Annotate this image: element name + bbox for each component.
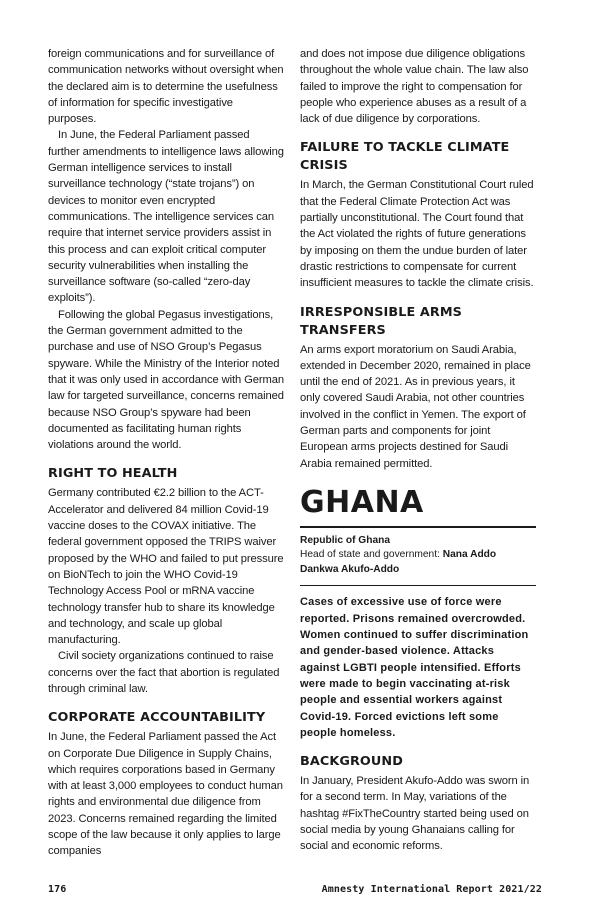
section-heading-arms-transfers: IRRESPONSIBLE ARMS TRANSFERS bbox=[300, 304, 462, 338]
country-official-name: Republic of Ghana bbox=[300, 534, 390, 546]
paragraph: An arms export moratorium on Saudi Arabia, extended in December 2020, remained in place until the end of 2021. As in previous years, it only covered Saudi Arabia, not other countries involved in the conflict in Yemen. The export of German parts and components for joint European arms projects destined for Saudi Arabia remained permitted. bbox=[300, 343, 531, 470]
country-title: GHANA bbox=[300, 484, 424, 520]
paragraph: In June, the Federal Parliament passed the Act on Corporate Due Diligence in Supply Chains, which requires corporations based in Germany with at least 3,000 employees to conduct human rights and environmental due diligence from 2023. Concerns remained regarding the limited scope of the law because it only applies to large companies bbox=[48, 731, 283, 858]
paragraph: In June, the Federal Parliament passed further amendments to intelligence laws allowing German intelligence services to install surveillance technology (“state trojans”) on devices to monitor even encrypted communications. The intelligence services can require that internet service providers assist in this process and can exploit critical computer security vulnerabilities when installing the surveillance software (so-called “zero-day exploits”). bbox=[48, 129, 284, 305]
divider bbox=[300, 585, 536, 586]
paragraph: Civil society organizations continued to raise concerns over the fact that abortion is regulated through criminal law. bbox=[48, 650, 280, 695]
report-title: Amnesty International Report 2021/22 bbox=[321, 884, 542, 895]
section-heading-right-to-health: RIGHT TO HEALTH bbox=[48, 466, 178, 482]
country-facts bbox=[300, 528, 536, 582]
paragraph: foreign communications and for surveillance of communication networks without oversight when the declared aim is to determine the usefulness of information for specific investigative purposes. bbox=[48, 48, 284, 126]
country-summary: Cases of excessive use of force were reported. Prisons remained overcrowded. Women continued to suffer discrimination and gender-based violence. Attacks against LGBTI people intensified. Efforts were made to begin vaccinating at-risk people and essential workers against Covid-19. Forced evictions left some people homeless. bbox=[300, 596, 529, 739]
section-heading-climate-crisis: FAILURE TO TACKLE CLIMATE CRISIS bbox=[300, 140, 510, 174]
page-number: 176 bbox=[48, 884, 67, 895]
head-of-state: Head of state and government: Nana Addo Dankwa Akufo-Addo bbox=[300, 549, 497, 575]
section-heading-background: BACKGROUND bbox=[300, 754, 403, 770]
left-column bbox=[48, 46, 284, 860]
paragraph: and does not impose due diligence obligations throughout the whole value chain. The law also failed to improve the right to compensation for people who experience abuses as a result of a lack of due diligence by corporations. bbox=[300, 48, 529, 126]
right-column bbox=[300, 46, 536, 855]
paragraph: In January, President Akufo-Addo was sworn in for a second term. In May, variations of the hashtag #FixTheCountry started being used on social media by young Ghanaians calling for social and economic reforms. bbox=[300, 775, 530, 853]
section-heading-corporate-accountability: CORPORATE ACCOUNTABILITY bbox=[48, 710, 266, 726]
paragraph: Following the global Pegasus investigations, the German government admitted to the purchase and use of NSO Group’s Pegasus spyware. While the Ministry of the Interior noted that it was only used in accordance with German law for targeted surveillance, concerns remained because NSO Group’s spyware had been documented as facilitating human rights violations around the world. bbox=[48, 308, 284, 452]
paragraph: In March, the German Constitutional Court ruled that the Federal Climate Protection Act was partially unconstitutional. The Court found that the Act violated the rights of future generations by imposing on them the undue burden of later drastic restrictions to compensate for current insufficient measures to tackle the climate crisis. bbox=[300, 179, 534, 290]
paragraph: Germany contributed €2.2 billion to the ACT-Accelerator and delivered 84 million Covid-19 vaccine doses to the COVAX initiative. The federal government opposed the TRIPS waiver proposed by the WHO and failed to put pressure on BioNTech to join the WHO Covid-19 Technology Access Pool or mRNA vaccine technology transfer hub to share its knowledge and technology, and scale up global manufacturing. bbox=[48, 487, 284, 647]
